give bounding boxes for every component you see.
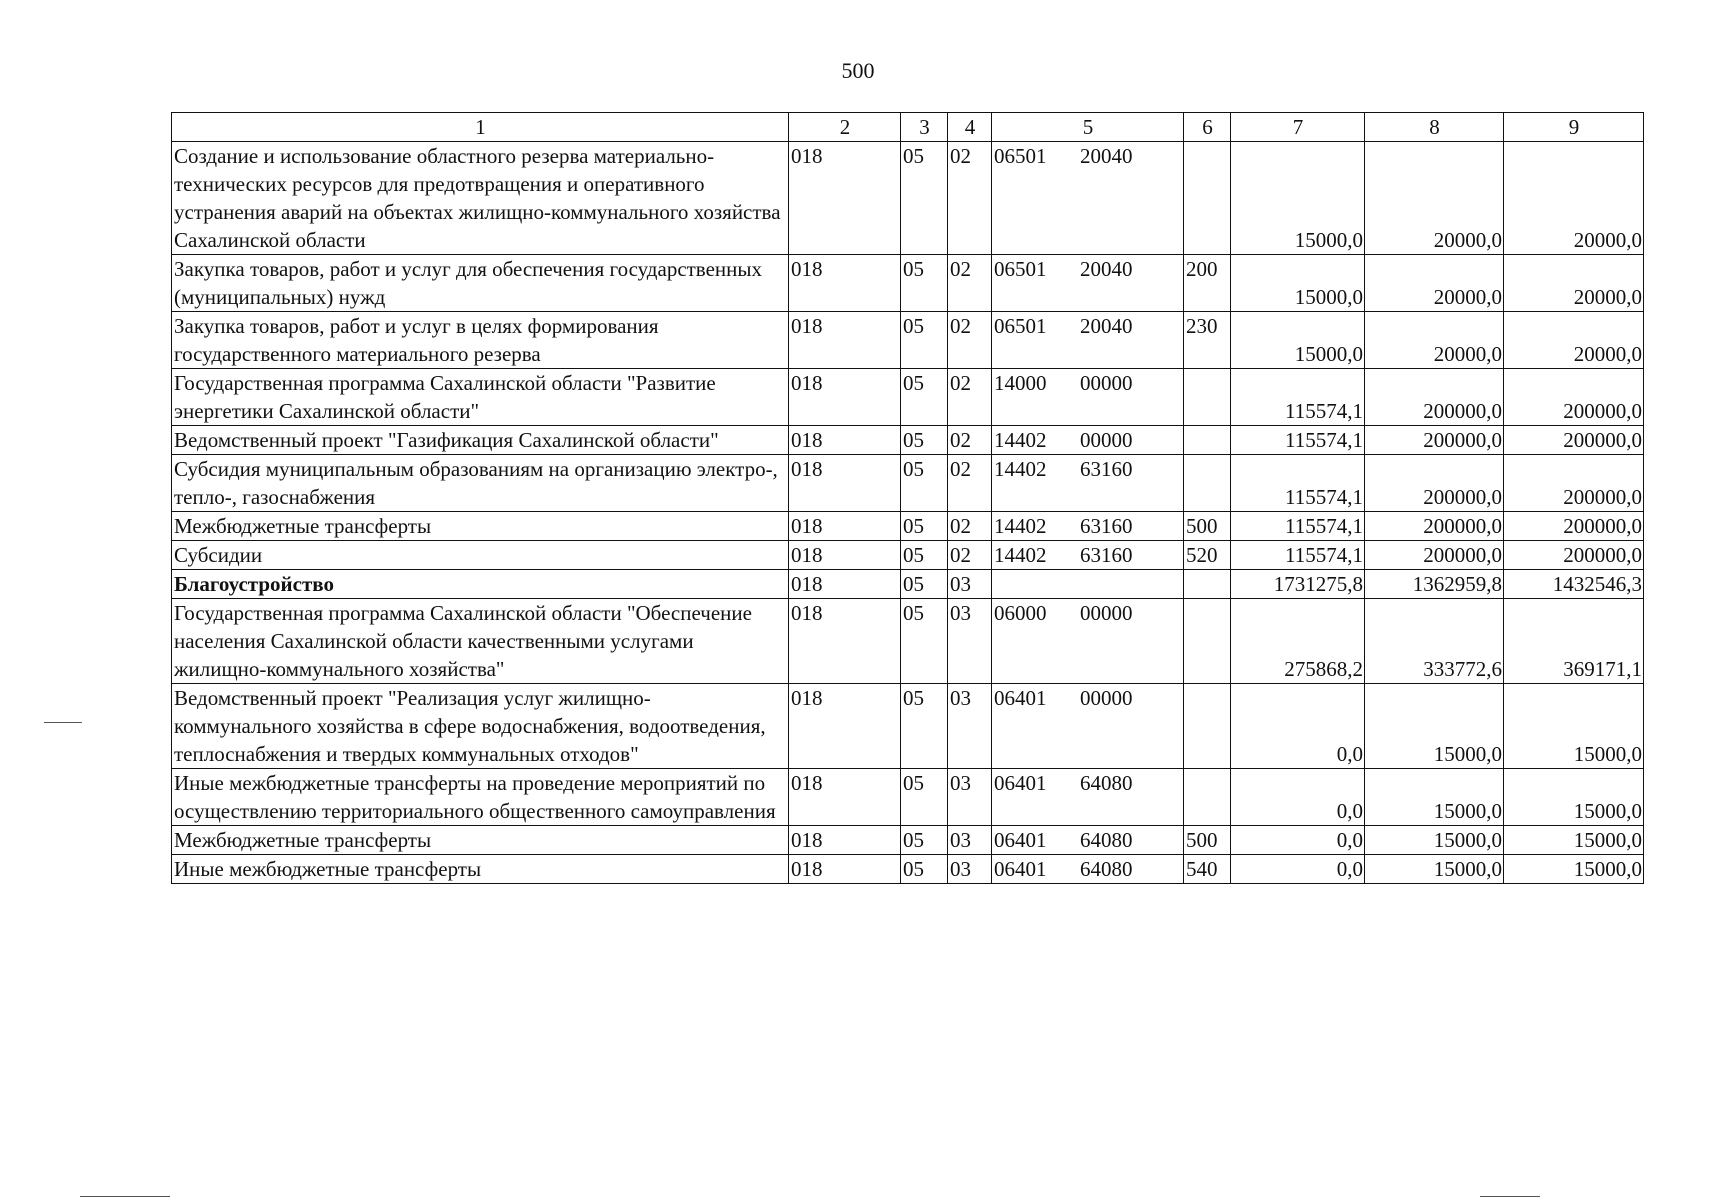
direction-code: 63160 xyxy=(1080,514,1133,538)
program-code: 06501 xyxy=(994,314,1047,338)
amount-col-9: 15000,0 xyxy=(1504,826,1644,855)
header-cell: 8 xyxy=(1365,113,1504,142)
amount-col-9: 20000,0 xyxy=(1504,312,1644,369)
target-article-code xyxy=(992,826,1184,855)
section-code: 05 xyxy=(901,255,948,312)
amount-col-9: 200000,0 xyxy=(1504,426,1644,455)
section-code: 05 xyxy=(901,826,948,855)
ministry-code: 018 xyxy=(789,599,901,684)
program-code: 14402 xyxy=(994,543,1047,567)
direction-code: 20040 xyxy=(1080,314,1133,338)
direction-code: 63160 xyxy=(1080,457,1133,481)
section-code: 05 xyxy=(901,369,948,426)
program-code: 14000 xyxy=(994,371,1047,395)
ministry-code: 018 xyxy=(789,426,901,455)
table-row xyxy=(172,570,1644,599)
amount-col-8: 200000,0 xyxy=(1365,369,1504,426)
section-code: 05 xyxy=(901,455,948,512)
section-code: 05 xyxy=(901,570,948,599)
expense-type-code: 500 xyxy=(1184,826,1231,855)
amount-col-7: 115574,1 xyxy=(1231,426,1365,455)
amount-col-9: 15000,0 xyxy=(1504,769,1644,826)
section-code: 05 xyxy=(901,512,948,541)
amount-col-7: 115574,1 xyxy=(1231,541,1365,570)
section-code: 05 xyxy=(901,312,948,369)
target-article-code xyxy=(992,369,1184,426)
row-name: Ведомственный проект "Газификация Сахалинской области" xyxy=(172,426,789,455)
section-code: 05 xyxy=(901,684,948,769)
amount-col-8: 15000,0 xyxy=(1365,769,1504,826)
amount-col-8: 20000,0 xyxy=(1365,312,1504,369)
header-cell: 6 xyxy=(1184,113,1231,142)
row-name: Иные межбюджетные трансферты xyxy=(172,855,789,884)
program-code: 06401 xyxy=(994,686,1047,710)
subsection-code: 02 xyxy=(948,312,992,369)
direction-code: 20040 xyxy=(1080,257,1133,281)
direction-code: 00000 xyxy=(1080,686,1133,710)
amount-col-8: 200000,0 xyxy=(1365,455,1504,512)
expense-type-code xyxy=(1184,599,1231,684)
table-row xyxy=(172,142,1644,255)
target-article-code xyxy=(992,769,1184,826)
ministry-code: 018 xyxy=(789,855,901,884)
target-article-code xyxy=(992,855,1184,884)
amount-col-8: 200000,0 xyxy=(1365,541,1504,570)
expense-type-code xyxy=(1184,142,1231,255)
row-name: Закупка товаров, работ и услуг для обеспечения государственных (муниципальных) нужд xyxy=(172,255,789,312)
program-code: 06000 xyxy=(994,601,1047,625)
amount-col-7: 0,0 xyxy=(1231,826,1365,855)
amount-col-7: 15000,0 xyxy=(1231,312,1365,369)
subsection-code: 02 xyxy=(948,512,992,541)
scan-mark xyxy=(44,722,82,723)
section-code: 05 xyxy=(901,855,948,884)
target-article-code xyxy=(992,599,1184,684)
section-code: 05 xyxy=(901,769,948,826)
header-cell: 5 xyxy=(992,113,1184,142)
amount-col-7: 15000,0 xyxy=(1231,142,1365,255)
target-article-code xyxy=(992,570,1184,599)
section-code: 05 xyxy=(901,426,948,455)
row-name: Субсидии xyxy=(172,541,789,570)
target-article-code xyxy=(992,255,1184,312)
subsection-code: 03 xyxy=(948,855,992,884)
amount-col-9: 200000,0 xyxy=(1504,512,1644,541)
table-row xyxy=(172,455,1644,512)
subsection-code: 02 xyxy=(948,455,992,512)
amount-col-7: 0,0 xyxy=(1231,769,1365,826)
direction-code: 00000 xyxy=(1080,428,1133,452)
ministry-code: 018 xyxy=(789,369,901,426)
budget-table xyxy=(171,112,1644,884)
amount-col-8: 200000,0 xyxy=(1365,512,1504,541)
amount-col-7: 0,0 xyxy=(1231,855,1365,884)
expense-type-code xyxy=(1184,769,1231,826)
table-row xyxy=(172,684,1644,769)
table-row xyxy=(172,369,1644,426)
scan-mark xyxy=(1480,1196,1540,1197)
row-name: Субсидия муниципальным образованиям на организацию электро-, тепло-, газоснабжения xyxy=(172,455,789,512)
target-article-code xyxy=(992,684,1184,769)
direction-code: 64080 xyxy=(1080,828,1133,852)
amount-col-7: 15000,0 xyxy=(1231,255,1365,312)
amount-col-7: 115574,1 xyxy=(1231,455,1365,512)
amount-col-8: 20000,0 xyxy=(1365,255,1504,312)
table-row xyxy=(172,541,1644,570)
header-row xyxy=(172,113,1644,142)
amount-col-8: 20000,0 xyxy=(1365,142,1504,255)
subsection-code: 02 xyxy=(948,142,992,255)
direction-code: 64080 xyxy=(1080,771,1133,795)
program-code: 14402 xyxy=(994,428,1047,452)
subsection-code: 02 xyxy=(948,541,992,570)
amount-col-9: 20000,0 xyxy=(1504,142,1644,255)
subsection-code: 03 xyxy=(948,599,992,684)
amount-col-7: 115574,1 xyxy=(1231,512,1365,541)
amount-col-9: 200000,0 xyxy=(1504,455,1644,512)
page-number: 500 xyxy=(841,58,875,83)
program-code: 06501 xyxy=(994,144,1047,168)
expense-type-code: 200 xyxy=(1184,255,1231,312)
amount-col-8: 200000,0 xyxy=(1365,426,1504,455)
direction-code: 64080 xyxy=(1080,857,1133,881)
ministry-code: 018 xyxy=(789,512,901,541)
header-cell: 1 xyxy=(172,113,789,142)
table-row xyxy=(172,426,1644,455)
expense-type-code xyxy=(1184,455,1231,512)
amount-col-9: 20000,0 xyxy=(1504,255,1644,312)
row-name: Благоустройство xyxy=(172,570,789,599)
subsection-code: 02 xyxy=(948,255,992,312)
row-name: Ведомственный проект "Реализация услуг жилищно-коммунального хозяйства в сфере водоснабжения, водоотведения, теплоснабжения и твердых коммунальных отходов" xyxy=(172,684,789,769)
header-cell: 3 xyxy=(901,113,948,142)
amount-col-9: 15000,0 xyxy=(1504,684,1644,769)
amount-col-7: 1731275,8 xyxy=(1231,570,1365,599)
table-row xyxy=(172,769,1644,826)
expense-type-code xyxy=(1184,426,1231,455)
expense-type-code: 230 xyxy=(1184,312,1231,369)
table-row xyxy=(172,599,1644,684)
ministry-code: 018 xyxy=(789,142,901,255)
ministry-code: 018 xyxy=(789,684,901,769)
subsection-code: 03 xyxy=(948,826,992,855)
direction-code: 00000 xyxy=(1080,371,1133,395)
scan-mark xyxy=(80,1196,170,1197)
target-article-code xyxy=(992,426,1184,455)
header-cell: 7 xyxy=(1231,113,1365,142)
amount-col-9: 369171,1 xyxy=(1504,599,1644,684)
header-cell: 2 xyxy=(789,113,901,142)
table-row xyxy=(172,855,1644,884)
subsection-code: 03 xyxy=(948,769,992,826)
table-row xyxy=(172,512,1644,541)
ministry-code: 018 xyxy=(789,312,901,369)
target-article-code xyxy=(992,541,1184,570)
ministry-code: 018 xyxy=(789,541,901,570)
target-article-code xyxy=(992,312,1184,369)
program-code: 14402 xyxy=(994,514,1047,538)
amount-col-8: 15000,0 xyxy=(1365,826,1504,855)
target-article-code xyxy=(992,142,1184,255)
direction-code: 00000 xyxy=(1080,601,1133,625)
ministry-code: 018 xyxy=(789,826,901,855)
program-code: 14402 xyxy=(994,457,1047,481)
target-article-code xyxy=(992,512,1184,541)
amount-col-8: 15000,0 xyxy=(1365,855,1504,884)
row-name: Создание и использование областного резерва материально-технических ресурсов для предотвращения и оперативного устранения аварий на объектах жилищно-коммунального хозяйства Сахалинской области xyxy=(172,142,789,255)
expense-type-code: 500 xyxy=(1184,512,1231,541)
row-name: Государственная программа Сахалинской области "Обеспечение населения Сахалинской области качественными услугами жилищно-коммунального хозяйства" xyxy=(172,599,789,684)
expense-type-code xyxy=(1184,684,1231,769)
row-name: Государственная программа Сахалинской области "Развитие энергетики Сахалинской области" xyxy=(172,369,789,426)
expense-type-code: 540 xyxy=(1184,855,1231,884)
row-name: Закупка товаров, работ и услуг в целях формирования государственного материального резерва xyxy=(172,312,789,369)
program-code: 06501 xyxy=(994,257,1047,281)
amount-col-8: 333772,6 xyxy=(1365,599,1504,684)
direction-code: 63160 xyxy=(1080,543,1133,567)
amount-col-9: 1432546,3 xyxy=(1504,570,1644,599)
table-body xyxy=(172,142,1644,884)
amount-col-9: 15000,0 xyxy=(1504,855,1644,884)
amount-col-7: 0,0 xyxy=(1231,684,1365,769)
amount-col-9: 200000,0 xyxy=(1504,541,1644,570)
amount-col-7: 115574,1 xyxy=(1231,369,1365,426)
subsection-code: 03 xyxy=(948,570,992,599)
header-cell: 9 xyxy=(1504,113,1644,142)
row-name: Межбюджетные трансферты xyxy=(172,512,789,541)
section-code: 05 xyxy=(901,599,948,684)
table-row xyxy=(172,255,1644,312)
amount-col-8: 1362959,8 xyxy=(1365,570,1504,599)
section-code: 05 xyxy=(901,541,948,570)
subsection-code: 03 xyxy=(948,684,992,769)
expense-type-code: 520 xyxy=(1184,541,1231,570)
header-cell: 4 xyxy=(948,113,992,142)
amount-col-7: 275868,2 xyxy=(1231,599,1365,684)
row-name: Межбюджетные трансферты xyxy=(172,826,789,855)
row-name: Иные межбюджетные трансферты на проведение мероприятий по осуществлению территориального общественного самоуправления xyxy=(172,769,789,826)
expense-type-code xyxy=(1184,369,1231,426)
program-code: 06401 xyxy=(994,828,1047,852)
program-code: 06401 xyxy=(994,857,1047,881)
expense-type-code xyxy=(1184,570,1231,599)
program-code: 06401 xyxy=(994,771,1047,795)
ministry-code: 018 xyxy=(789,570,901,599)
section-code: 05 xyxy=(901,142,948,255)
amount-col-9: 200000,0 xyxy=(1504,369,1644,426)
subsection-code: 02 xyxy=(948,369,992,426)
ministry-code: 018 xyxy=(789,455,901,512)
table-row xyxy=(172,312,1644,369)
subsection-code: 02 xyxy=(948,426,992,455)
target-article-code xyxy=(992,455,1184,512)
direction-code: 20040 xyxy=(1080,144,1133,168)
ministry-code: 018 xyxy=(789,769,901,826)
ministry-code: 018 xyxy=(789,255,901,312)
table-row xyxy=(172,826,1644,855)
amount-col-8: 15000,0 xyxy=(1365,684,1504,769)
